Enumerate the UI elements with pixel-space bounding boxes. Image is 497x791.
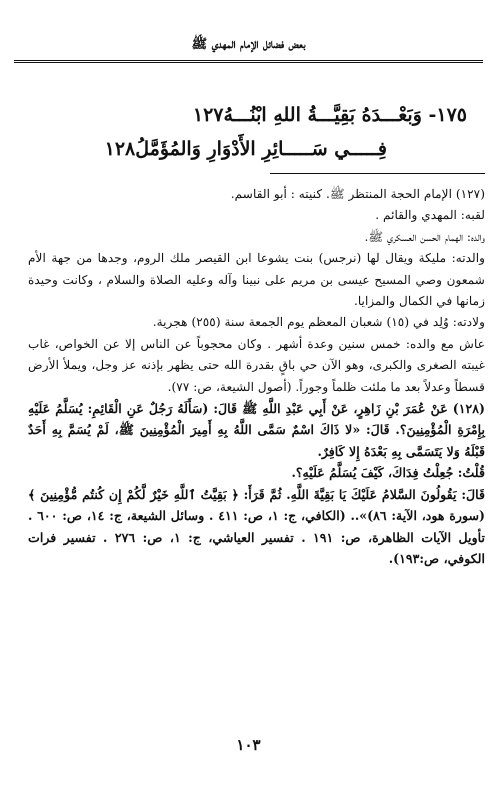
running-header: بعض فضائل الإمام المهدي ﷺ — [191, 37, 306, 52]
footnote-title: لقبه: المهدي والقائم . — [375, 208, 485, 223]
footnote-127-intro: (١٢٧) الإمام الحجة المنتظر ﷺ. كنيته : أبو القاسم. — [230, 187, 485, 201]
footnote-128-hadith: (١٢٨) عَنْ عُمَرَ بْنِ زَاهِرٍ، عَنْ أَبِي عَبْدِ اللَّهِ ﷺ قَالَ: (سَأَلَهُ رَجُلٌ عَنِ الْقَائِمِ: يُسَلَّمُ عَلَيْهِ بِإِمْرَةِ الْمُؤْمِنِينَ؟. قَالَ: «لا ذَاكَ اسْمٌ سَمَّى اللَّهُ بِهِ أَمِيرَ الْمُؤْمِنِينَ ﷺ، لَمْ يُسَمَّ بِهِ أَحَدٌ قَبْلَهُ وَلا يَتَسَمَّى بِهِ بَعْدَهُ إِلا كَافِرٌ. — [28, 401, 485, 459]
poem-verse — [104, 98, 467, 166]
poem-line-2: فِـــــي سَـــــائِرِ الأَدْوَارِ وَالمُؤَمَّلُ١٢٨ — [104, 138, 387, 160]
poem-line-1: ١٧٥- وَبَعْـــدَهُ بَقِيَّـــةُ اللهِ ابْنُـــهُ١٢٧ — [192, 104, 467, 126]
footnote-separator — [270, 173, 485, 174]
page-number: ١٠٣ — [236, 736, 261, 754]
hadith-question: قُلْتُ: جُعِلْتُ فِدَاكَ، كَيْفَ يُسَلَّمُ عَلَيْهِ؟. — [291, 465, 485, 481]
footnote-father: والده: الهمام الحسن العسكري ﷺ. — [364, 229, 485, 244]
hadith-answer: قَالَ: يَقُولُونَ السَّلامُ عَلَيْكَ يَا بَقِيَّةَ اللَّهِ. ثُمَّ قَرَأَ: ﴿ بَقِيَّتُ ٱللَّهِ خَيْرٌ لَّكُمْ إِن كُنتُم مُّؤْمِنِينَ ﴾ (سورة هود، الآية: ٨٦)».. (الكافي، ج: ١، ص: ٤١١ . وسائل الشيعة، ج: ١٤، ص: ٦٠٠ . تأويل الآيات الظاهرة، ص: ١٩١ . تفسير العياشي، ج: ١، ص: ٢٧٦ . تفسير فرات الكوفي، ص:١٩٣). — [28, 486, 485, 566]
footnotes — [28, 184, 485, 569]
footnote-mother: والدته: مليكة ويقال لها (نرجس) بنت يشوعا ابن القيصر ملك الروم، وجدها من جهة الأم شمعون وصي المسيح عيسى بن مريم على نبينا وآله وعليه الصلاة والسلام ، وكانت وحيدة زمانها في الكمال والمزايا. — [28, 251, 485, 309]
header-double-rule — [14, 60, 483, 65]
footnote-life: عاش مع والده: خمس سنين وعدة أشهر . وكان محجوباً عن الناس إلا عن الخواص، غاب غيبته الصغرى والكبرى، وهو الآن حي باقٍ بقدرة الله حتى يظهر بإذنه عز وجل، ويملأ الأرض قسطاً وعدلاً بعد ما ملئت ظلماً وجوراً. (أصول الشيعة، ص: ٧٧). — [28, 336, 485, 394]
footnote-birth: ولادته: وُلِد في (١٥) شعبان المعظم يوم الجمعة سنة (٢٥٥) هجرية. — [152, 315, 485, 330]
